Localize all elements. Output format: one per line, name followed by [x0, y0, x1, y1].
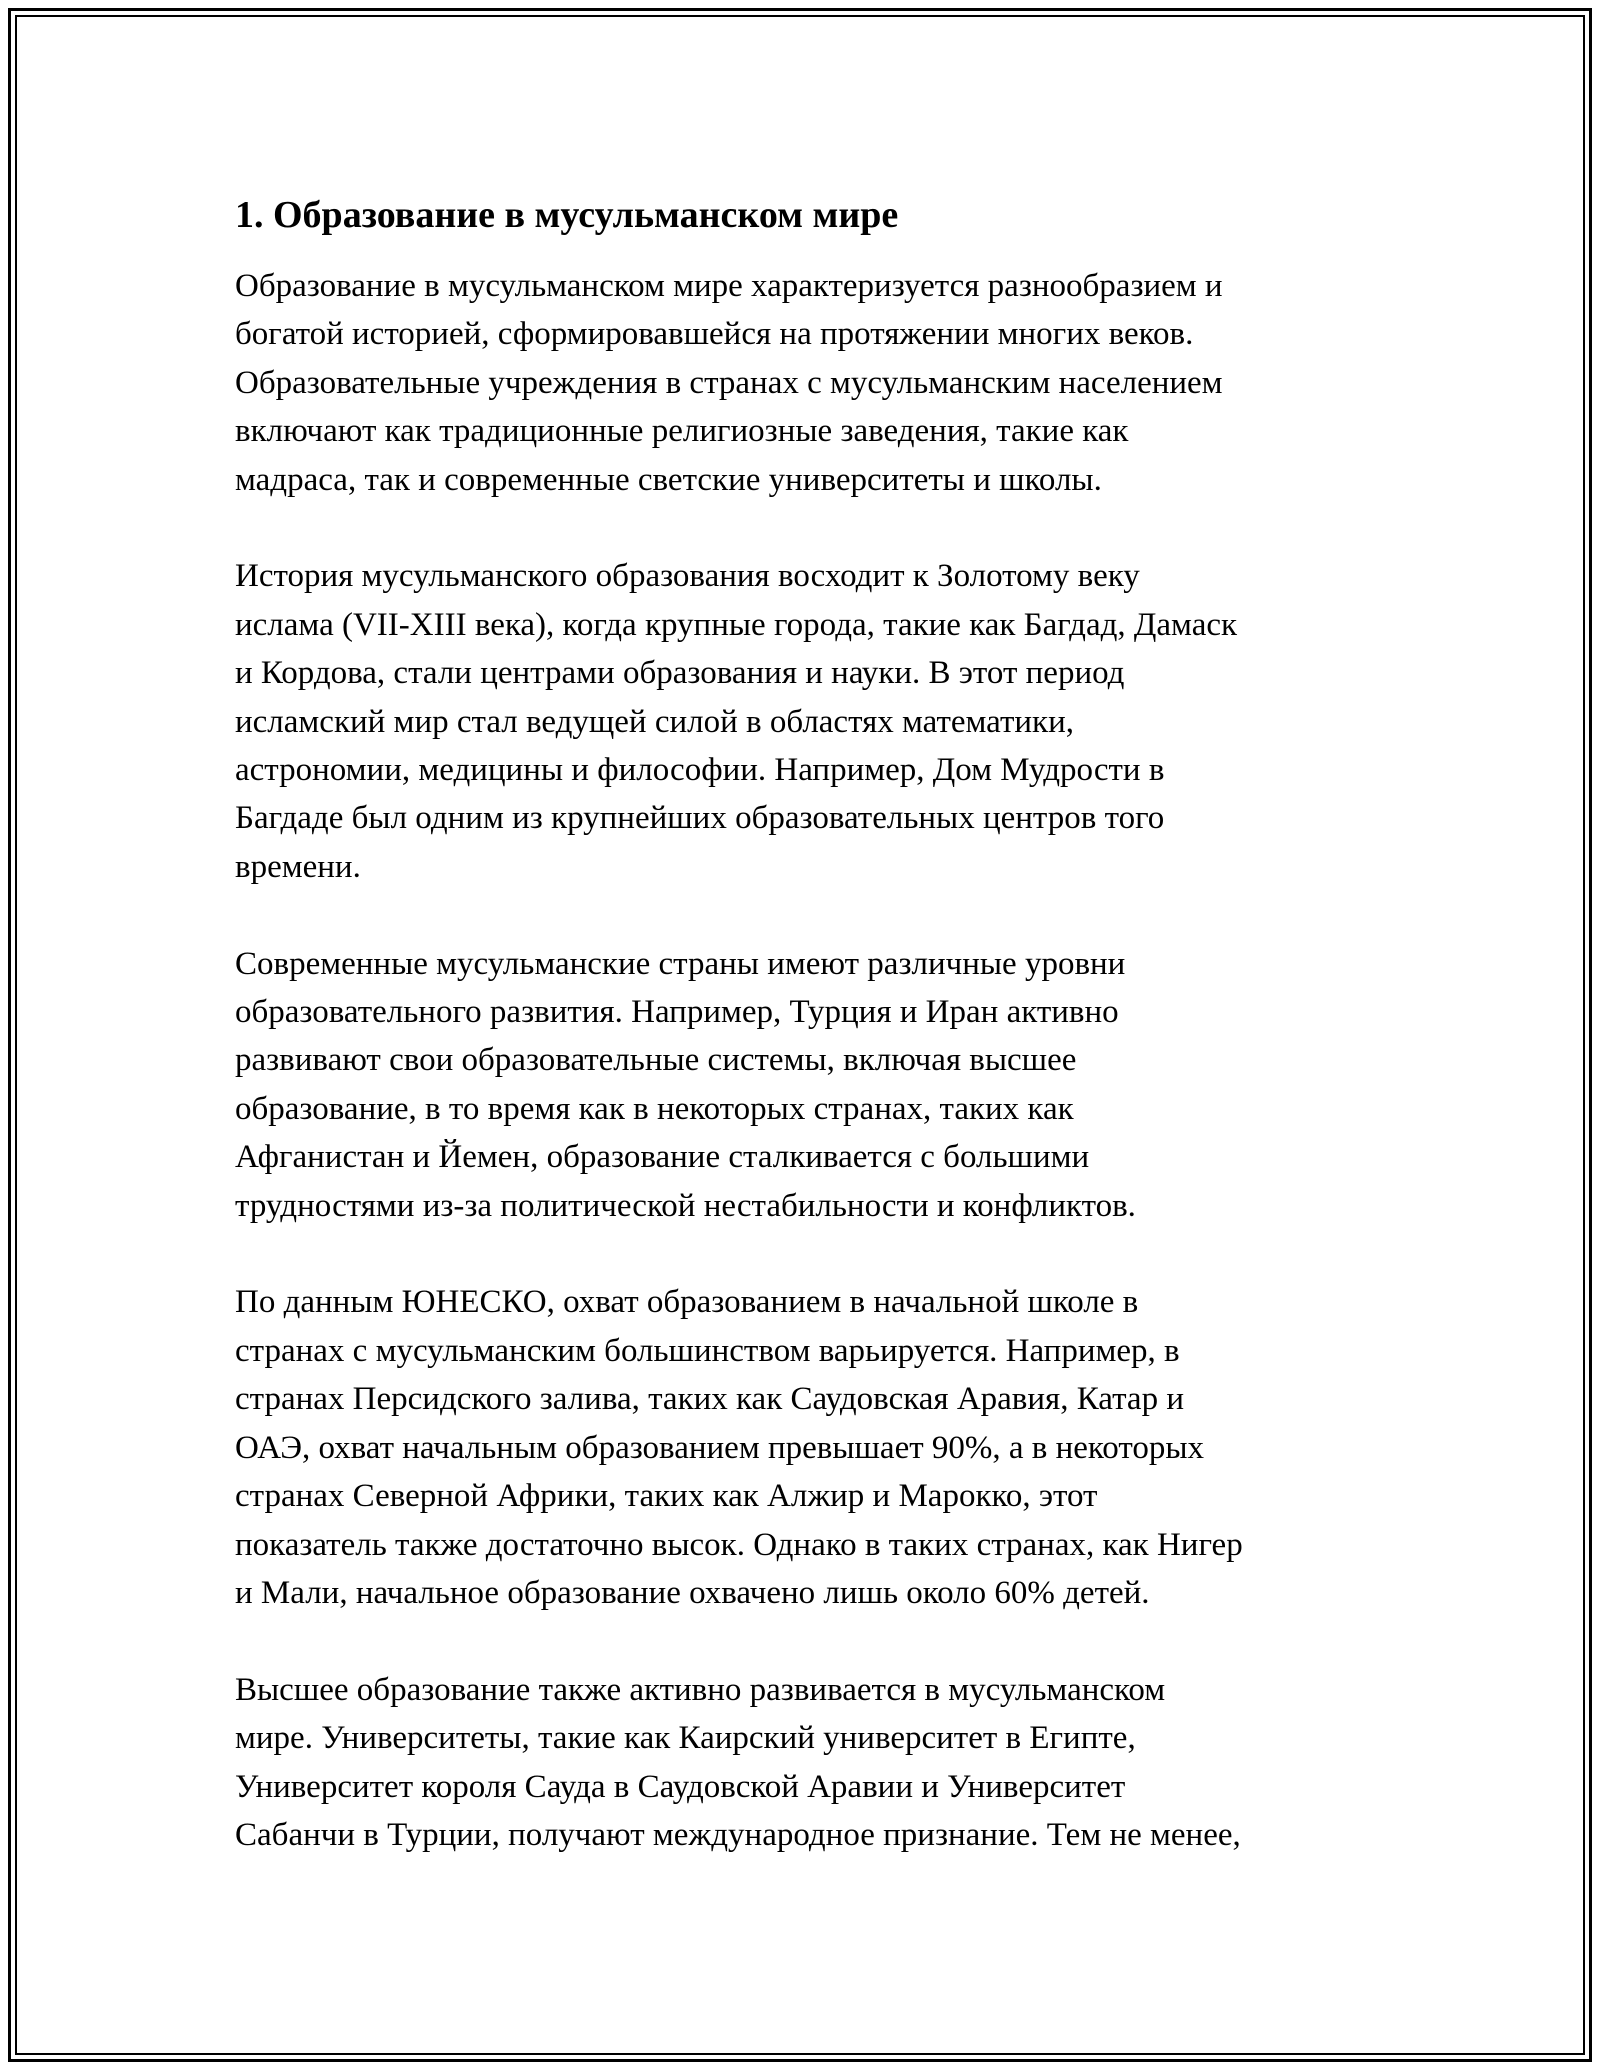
- text-line: и Кордова, стали центрами образования и науки. В этот период: [235, 655, 1125, 692]
- text-line: Образовательные учреждения в странах с мусульманским населением: [235, 364, 1223, 401]
- text-line: Университет короля Сауда в Саудовской Аравии и Университет: [235, 1768, 1126, 1805]
- text-line: Багдаде был одним из крупнейших образовательных центров того: [235, 800, 1165, 837]
- text-line: странах с мусульманским большинством варьируется. Например, в: [235, 1332, 1180, 1369]
- text-line: Сабанчи в Турции, получают международное признание. Тем не менее,: [235, 1816, 1241, 1853]
- text-line: образовательного развития. Например, Турция и Иран активно: [235, 994, 1119, 1031]
- text-line: развивают свои образовательные системы, включая высшее: [235, 1042, 1077, 1079]
- text-line: мире. Университеты, такие как Каирский университет в Египте,: [235, 1720, 1136, 1757]
- section-heading: 1. Образование в мусульманском мире: [235, 194, 899, 236]
- text-line: странах Персидского залива, таких как Саудовская Аравия, Катар и: [235, 1381, 1184, 1418]
- text-line: времени.: [235, 848, 361, 885]
- paragraph-history: [235, 552, 1375, 891]
- text-line: Высшее образование также активно развивается в мусульманском: [235, 1671, 1166, 1708]
- text-line: астрономии, медицины и философии. Например, Дом Мудрости в: [235, 752, 1165, 789]
- document-body: [235, 190, 1375, 1908]
- text-line: ОАЭ, охват начальным образованием превышает 90%, а в некоторых: [235, 1429, 1204, 1466]
- text-line: трудностями из-за политической нестабильности и конфликтов.: [235, 1187, 1136, 1224]
- paragraph-higher-education: [235, 1666, 1375, 1860]
- text-line: включают как традиционные религиозные заведения, такие как: [235, 413, 1129, 450]
- text-line: исламский мир стал ведущей силой в областях математики,: [235, 703, 1074, 740]
- text-line: богатой историей, сформировавшейся на протяжении многих веков.: [235, 316, 1194, 353]
- text-line: ислама (VII-XIII века), когда крупные города, такие как Багдад, Дамаск: [235, 606, 1238, 643]
- text-line: Образование в мусульманском мире характеризуется разнообразием и: [235, 268, 1223, 304]
- text-line: странах Северной Африки, таких как Алжир и Марокко, этот: [235, 1478, 1098, 1515]
- text-line: Афганистан и Йемен, образование сталкивается с большими: [235, 1139, 1090, 1176]
- paragraph-modern: [235, 940, 1375, 1230]
- paragraph-unesco: [235, 1278, 1375, 1617]
- text-line: По данным ЮНЕСКО, охват образованием в начальной школе в: [235, 1284, 1139, 1321]
- text-line: мадраса, так и современные светские университеты и школы.: [235, 461, 1102, 498]
- text-line: образование, в то время как в некоторых странах, таких как: [235, 1090, 1074, 1127]
- text-line: Современные мусульманские страны имеют различные уровни: [235, 945, 1126, 982]
- text-line: показатель также достаточно высок. Однако в таких странах, как Нигер: [235, 1526, 1243, 1563]
- text-line: История мусульманского образования восходит к Золотому веку: [235, 558, 1140, 595]
- text-line: и Мали, начальное образование охвачено лишь около 60% детей.: [235, 1574, 1150, 1611]
- paragraph-intro: [235, 262, 1375, 504]
